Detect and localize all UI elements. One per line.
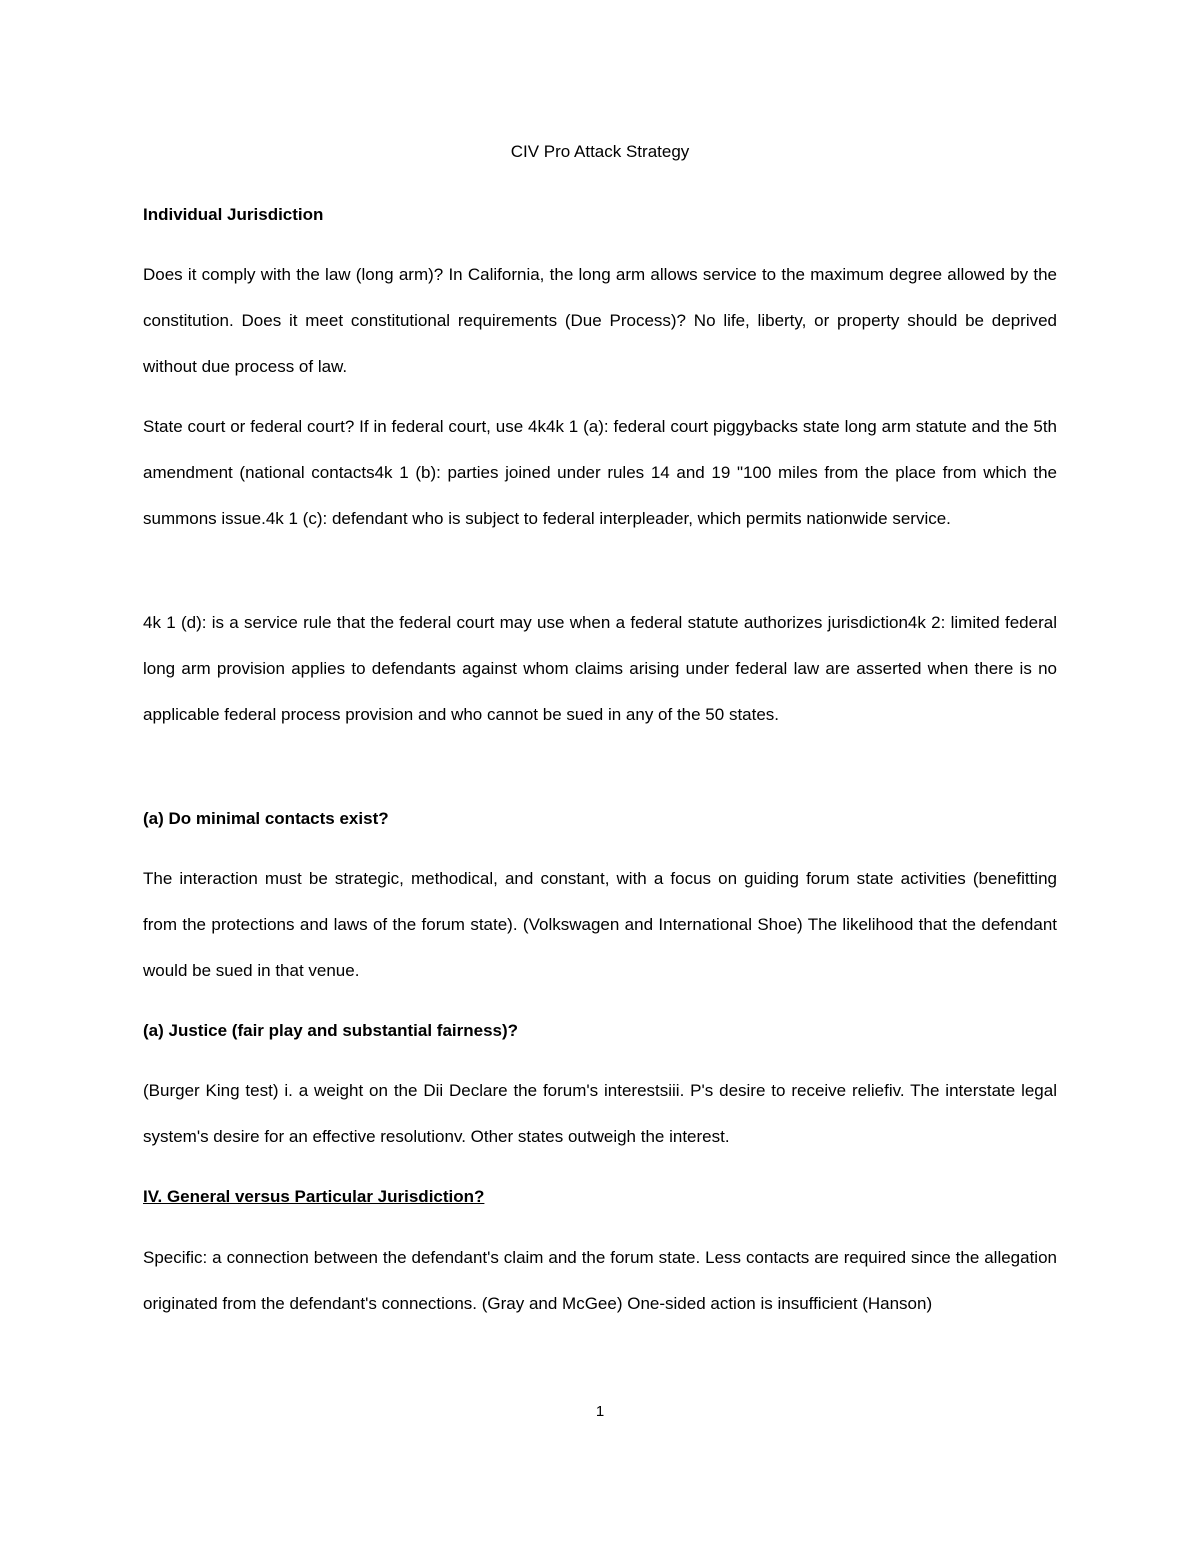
paragraph-service-rule: 4k 1 (d): is a service rule that the federal court may use when a federal statute authorizes jurisdiction4k 2: limited federal long arm provision applies to defendants against whom claims arising under federal law are asserted when there is no applicable federal process provision and who cannot be sued in any of the 50 states. bbox=[143, 613, 1057, 724]
paragraph-minimal-contacts: The interaction must be strategic, methodical, and constant, with a focus on guiding forum state activities (benefitting from the protections and laws of the forum state). (Volkswagen and International Shoe) The likelihood that the defendant would be sued in that venue. bbox=[143, 869, 1057, 980]
paragraph-state-or-federal: State court or federal court? If in federal court, use 4k4k 1 (a): federal court piggybacks state long arm statute and the 5th amendment (national contacts4k 1 (b): parties joined under rules 14 and 19 "100 miles from the place from which the summons issue.4k 1 (c): defendant who is subject to federal interpleader, which permits nationwide service. bbox=[143, 417, 1057, 528]
heading-general-vs-particular: IV. General versus Particular Jurisdiction? bbox=[143, 1187, 485, 1206]
paragraph-specific-jurisdiction: Specific: a connection between the defendant's claim and the forum state. Less contacts are required since the allegation originated from the defendant's connections. (Gray and McGee) One-sided action is insufficient (Hanson) bbox=[143, 1248, 1057, 1313]
heading-minimal-contacts: (a) Do minimal contacts exist? bbox=[143, 809, 389, 828]
page-number: 1 bbox=[595, 1403, 605, 1420]
heading-justice: (a) Justice (fair play and substantial fairness)? bbox=[143, 1021, 519, 1040]
document-title: CIV Pro Attack Strategy bbox=[510, 142, 690, 161]
paragraph-long-arm: Does it comply with the law (long arm)? In California, the long arm allows service to the maximum degree allowed by the constitution. Does it meet constitutional requirements (Due Process)? No life, liberty, or property should be deprived without due process of law. bbox=[143, 265, 1057, 376]
heading-individual-jurisdiction: Individual Jurisdiction bbox=[143, 205, 324, 224]
paragraph-burger-king-test: (Burger King test) i. a weight on the Dii Declare the forum's interestsiii. P's desire to receive reliefiv. The interstate legal system's desire for an effective resolutionv. Other states outweigh the interest. bbox=[143, 1081, 1057, 1146]
